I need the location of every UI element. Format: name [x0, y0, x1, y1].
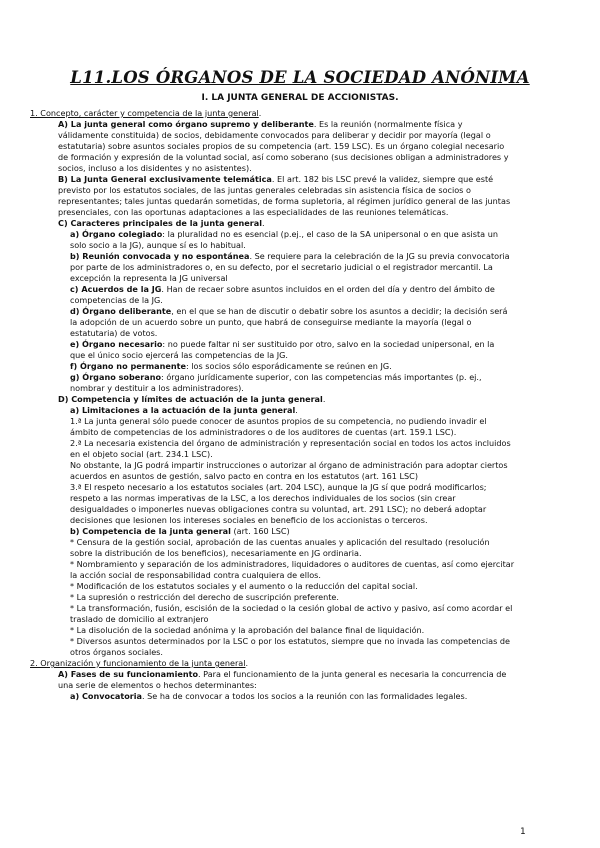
text-line: [70, 273, 228, 284]
text-line: [70, 361, 392, 372]
text-line: [70, 504, 486, 515]
text-line: [70, 603, 512, 614]
text-line: [58, 185, 471, 196]
page-title: L11.LOS ÓRGANOS DE LA SOCIEDAD ANÓNIMA: [70, 68, 530, 87]
text-line: [70, 570, 321, 581]
page-number: 1: [520, 827, 526, 837]
text-line: [30, 108, 261, 119]
text-run: . Se ha de convocar a todos los socios a la reunión con las formalidades legales.: [142, 691, 468, 701]
text-run: una serie de elementos o hechos determinantes:: [58, 680, 257, 690]
bold-heading: a) Órgano colegiado: [70, 229, 163, 239]
text-run: . Han de recaer sobre asuntos incluidos en el orden del día y dentro del ámbito de: [161, 284, 495, 294]
text-line: [58, 394, 325, 405]
text-run: .: [295, 405, 298, 415]
text-run: . Se requiere para la celebración de la JG su previa convocatoria: [249, 251, 510, 261]
text-run: * Modificación de los estatutos sociales y el aumento o la reducción del capital social.: [70, 581, 418, 591]
text-line: [70, 240, 246, 251]
text-line: [58, 218, 265, 229]
text-run: sobre la distribución de los beneficios), necesariamente en JG ordinaria.: [70, 548, 362, 558]
text-run: respeto a las normas imperativas de la LSC, a los derechos individuales de los socios (sin crear: [70, 493, 456, 503]
text-run: solo socio a la JG), aunque sí es lo habitual.: [70, 240, 246, 250]
text-run: 3.ª El respeto necesario a los estatutos sociales (art. 204 LSC), aunque la JG sí que podrá modificarlos;: [70, 482, 487, 492]
text-run: previsto por los estatutos sociales, de las juntas generales celebradas sin asistencia física de socios o: [58, 185, 471, 195]
text-line: [70, 493, 456, 504]
text-run: decisiones que lesionen los intereses sociales en beneficio de los accionistas o terceros.: [70, 515, 428, 525]
text-run: * Diversos asuntos determinados por la LSC o por los estatutos, siempre que no invada las competencias de: [70, 636, 511, 646]
text-run: representantes; tales juntas quedarán sometidas, de forma supletoria, al régimen jurídico general de las juntas: [58, 196, 511, 206]
text-run: estatutaria) sobre asuntos sociales propios de su competencia (art. 159 LSC). Es un órgano colegial necesario: [58, 141, 505, 151]
text-line: [70, 515, 428, 526]
text-run: . El art. 182 bis LSC prevé la validez, siempre que esté: [271, 174, 494, 184]
text-line: [70, 636, 510, 647]
text-line: [70, 284, 495, 295]
text-line: [70, 350, 288, 361]
bold-heading: d) Órgano deliberante: [70, 306, 172, 316]
text-run: * Nombramiento y separación de los administradores, liquidadores o auditores de cuentas, así como ejercitar: [70, 559, 515, 569]
bold-heading: b) Reunión convocada y no espontánea: [70, 251, 250, 261]
text-line: [70, 592, 339, 603]
text-line: [70, 306, 507, 317]
text-run: : la pluralidad no es esencial (p.ej., el caso de la SA unipersonal o en que asista un: [162, 229, 498, 239]
text-line: [70, 460, 508, 471]
text-run: * La supresión o restricción del derecho de suscripción preferente.: [70, 592, 339, 602]
bold-heading: b) Competencia de la junta general: [70, 526, 231, 536]
text-line: [70, 559, 514, 570]
bold-heading: a) Limitaciones a la actuación de la junta general: [70, 405, 296, 415]
text-run: : órgano jurídicamente superior, con las competencias más importantes (p. ej.,: [161, 372, 482, 382]
text-run: socios, incluso a los disidentes y no asistentes).: [58, 163, 252, 173]
text-run: 2.ª La necesaria existencia del órgano de administración y representación social en todos los actos incluidos: [70, 438, 511, 448]
text-run: .: [262, 218, 265, 228]
text-line: [58, 119, 463, 130]
text-run: . Para el funcionamiento de la junta general es necesaria la concurrencia de: [198, 669, 507, 679]
text-line: [58, 152, 509, 163]
text-line: [70, 416, 487, 427]
bold-heading: A) Fases de su funcionamiento: [58, 669, 199, 679]
text-line: [58, 141, 504, 152]
text-line: [70, 526, 290, 537]
bold-heading: g) Órgano soberano: [70, 372, 162, 382]
text-line: [58, 680, 257, 691]
text-line: [58, 130, 491, 141]
text-line: [70, 581, 418, 592]
text-line: [70, 405, 298, 416]
text-run: : los socios sólo esporádicamente se reúnen en JG.: [186, 361, 392, 371]
text-line: [70, 317, 471, 328]
bold-heading: e) Órgano necesario: [70, 339, 163, 349]
text-line: [70, 229, 498, 240]
text-line: [70, 614, 209, 625]
text-run: 1.ª La junta general sólo puede conocer de asuntos propios de su competencia, no pudiendo invadir el: [70, 416, 487, 426]
bold-heading: a) Convocatoria: [70, 691, 142, 701]
text-run: en el objeto social (art. 234.1 LSC).: [70, 449, 213, 459]
text-line: [30, 658, 248, 669]
text-line: [70, 427, 456, 438]
text-run: 1. Concepto, carácter y competencia de la junta general: [30, 108, 259, 118]
text-run: (art. 160 LSC): [230, 526, 290, 536]
bold-heading: B) La Junta General exclusivamente telemática: [58, 174, 272, 184]
text-line: [70, 328, 157, 339]
text-line: [70, 691, 467, 702]
text-line: [70, 482, 487, 493]
text-run: desigualdades o imponerles nuevas obligaciones contra su voluntad, art. 291 LSC); no deberá adoptar: [70, 504, 487, 514]
text-run: * Censura de la gestión social, aprobación de las cuentas anuales y aplicación del resultado (resolución: [70, 537, 490, 547]
text-line: [70, 295, 163, 306]
bold-heading: c) Acuerdos de la JG: [70, 284, 162, 294]
text-line: [70, 372, 482, 383]
text-line: [70, 339, 494, 350]
text-line: [70, 647, 163, 658]
text-run: acuerdos en asuntos de gestión, salvo pacto en contra en los estatutos (art. 161 LSC): [70, 471, 418, 481]
text-run: .: [258, 108, 262, 118]
text-run: válidamente constituida) de socios, debidamente convocados para deliberar y decidir por mayoría (legal o: [58, 130, 491, 140]
section-heading: I. LA JUNTA GENERAL DE ACCIONISTAS.: [201, 93, 399, 103]
text-run: . Es la reunión (normalmente física y: [313, 119, 463, 129]
bold-heading: D) Competencia y límites de actuación de la junta general: [58, 394, 323, 404]
text-line: [70, 449, 213, 460]
text-run: 2. Organización y funcionamiento de la junta general: [30, 658, 246, 668]
text-line: [70, 537, 490, 548]
text-run: por parte de los administradores o, en su defecto, por el secretario judicial o el registrador mercantil. La: [70, 262, 493, 272]
text-run: traslado de domicilio al extranjero: [70, 614, 209, 624]
text-run: excepción la representa la JG universal: [70, 273, 228, 283]
text-run: : no puede faltar ni ser sustituido por otro, salvo en la sociedad unipersonal, en la: [162, 339, 495, 349]
text-run: * La transformación, fusión, escisión de la sociedad o la cesión global de activo y pasivo, así como acordar el: [70, 603, 513, 613]
text-run: .: [245, 658, 249, 668]
text-run: No obstante, la JG podrá impartir instrucciones o autorizar al órgano de administración para adoptar ciertos: [70, 460, 508, 470]
text-run: nombrar y destituir a los administradores).: [70, 383, 244, 393]
text-line: [70, 251, 510, 262]
bold-heading: C) Caracteres principales de la junta general: [58, 218, 262, 228]
text-line: [70, 262, 493, 273]
text-run: ámbito de competencias de los administradores o de los auditores de cuentas (art. 159.1 LSC).: [70, 427, 457, 437]
text-run: estatutaria) de votos.: [70, 328, 158, 338]
text-line: [70, 438, 511, 449]
text-run: que el único socio ejercerá las competencias de la JG.: [70, 350, 288, 360]
text-line: [70, 383, 244, 394]
text-run: de formación y expresión de la voluntad social, así como soberano (sus decisiones obligan a administradores y: [58, 152, 509, 162]
text-line: [58, 196, 510, 207]
text-run: la adopción de un acuerdo sobre un punto, que habrá de conseguirse mediante la mayoría (legal o: [70, 317, 472, 327]
text-run: * La disolución de la sociedad anónima y la aprobación del balance final de liquidación.: [70, 625, 425, 635]
bold-heading: A) La junta general como órgano supremo y deliberante: [58, 119, 314, 129]
text-run: la acción social de responsabilidad contra cualquiera de ellos.: [70, 570, 321, 580]
text-line: [70, 548, 362, 559]
text-run: otros órganos sociales.: [70, 647, 163, 657]
text-line: [58, 174, 493, 185]
text-line: [70, 471, 418, 482]
text-run: .: [322, 394, 326, 404]
text-line: [70, 625, 424, 636]
text-run: presenciales, con las oportunas adaptaciones a las especialidades de las reuniones telemáticas.: [58, 207, 449, 217]
text-line: [58, 163, 252, 174]
text-line: [58, 669, 506, 680]
text-run: competencias de la JG.: [70, 295, 163, 305]
text-run: , en el que se han de discutir o debatir sobre los asuntos a decidir; la decisión será: [171, 306, 508, 316]
bold-heading: f) Órgano no permanente: [70, 361, 186, 371]
text-line: [58, 207, 448, 218]
